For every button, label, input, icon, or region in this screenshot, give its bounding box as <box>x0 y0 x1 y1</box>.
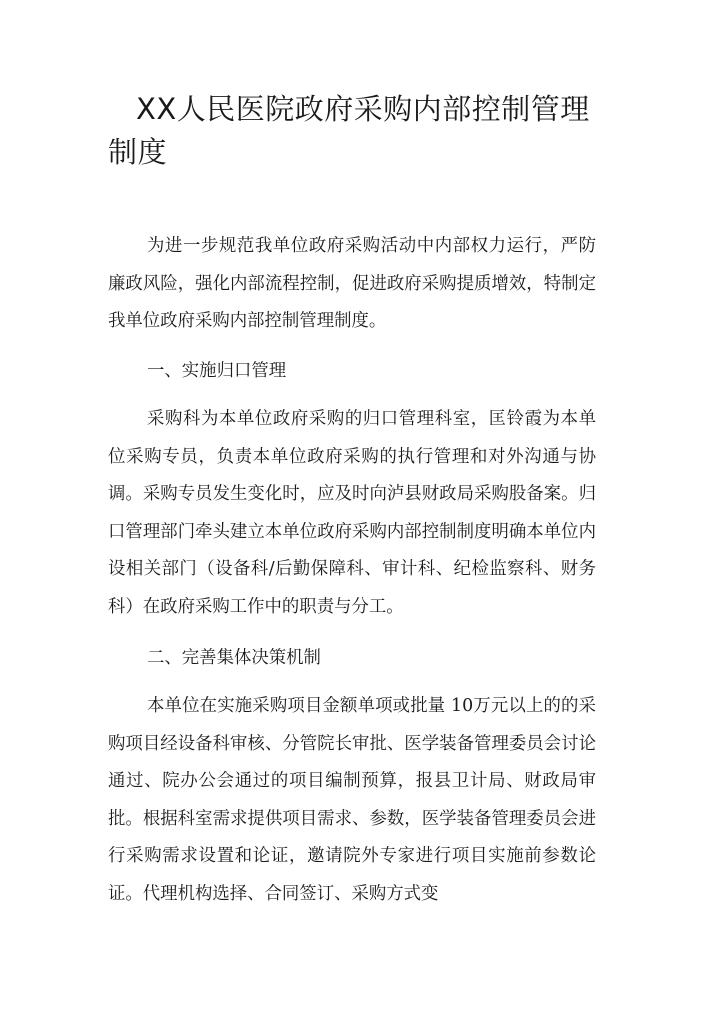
document-title: XX人民医院政府采购内部控制管理制度 <box>108 92 590 169</box>
intro-paragraph: 为进一步规范我单位政府采购活动中内部权力运行，严防廉政风险，强化内部流程控制，促进政府采购提质增效，特制定我单位政府采购内部控制管理制度。 <box>108 236 596 331</box>
section-body-1: 采购科为本单位政府采购的归口管理科室，匡铃霞为本单位采购专员，负责本单位政府采购的执行管理和对外沟通与协调。采购专员发生变化时，应及时向泸县财政局采购股备案。归口管理部门牵头建立本单位政府采购内部控制制度明确本单位内设相关部门（设备科/后勤保障科、审计科、纪检监察科、财务科）在政府采购工作中的职责与分工。 <box>108 409 596 617</box>
section-heading-2: 二、完善集体决策机制 <box>147 648 321 668</box>
section-heading-1: 一、实施归口管理 <box>147 361 287 381</box>
section-body-2: 本单位在实施采购项目金额单项或批量 10万元以上的的采购项目经设备科审核、分管院长审批、医学装备管理委员会讨论通过、院办公会通过的项目编制预算，报县卫计局、财政局审批。根据科室需求提供项目需求、参数，医学装备管理委员会进行采购需求设置和论证，邀请院外专家进行项目实施前参数论证。代理机构选择、合同签订、采购方式变 <box>108 696 596 904</box>
